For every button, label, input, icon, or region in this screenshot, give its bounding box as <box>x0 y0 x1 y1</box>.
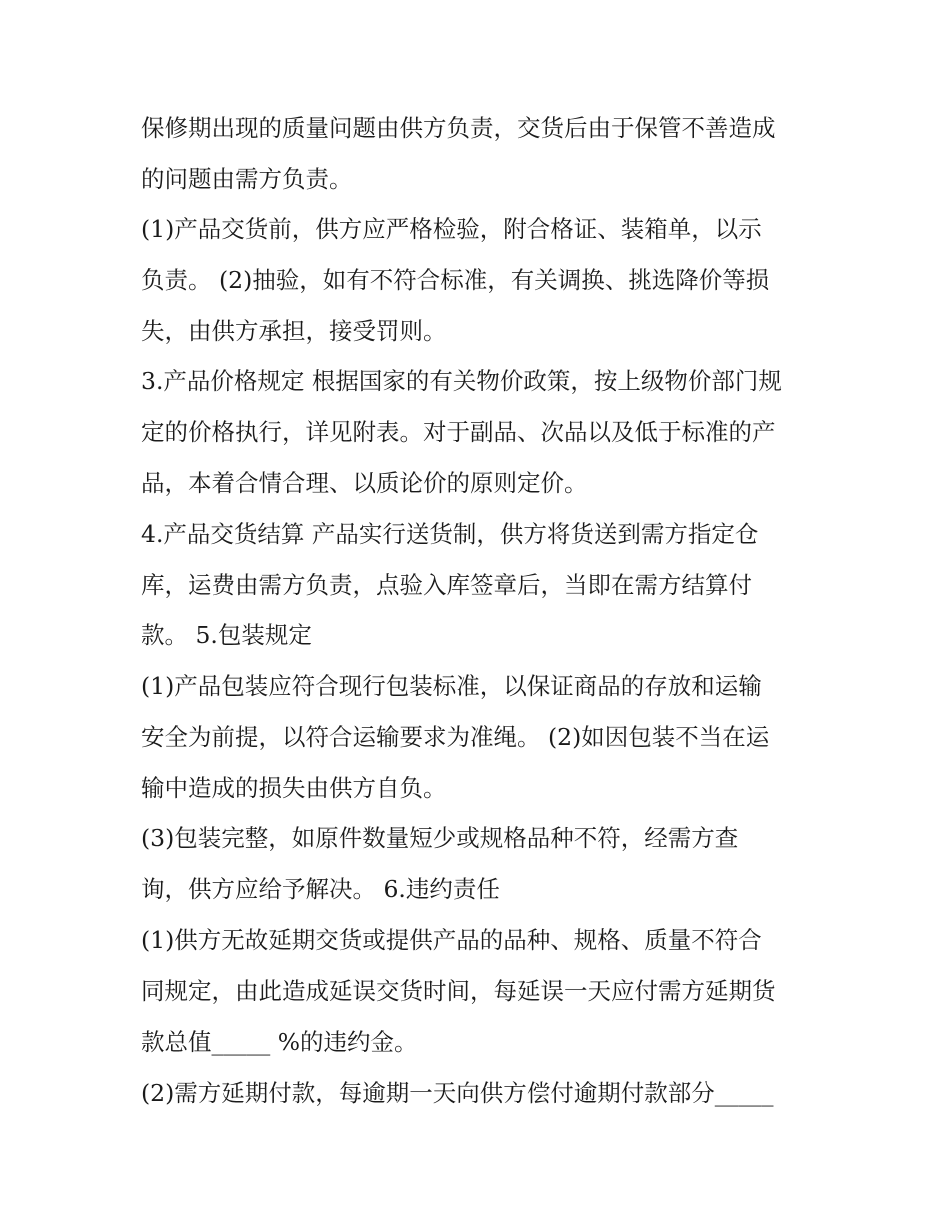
text-line-20: (2)需方延期付款，每逾期一天向供方偿付逾期付款部分_____ <box>141 1079 774 1107</box>
text-line-16: 询，供方应给予解决。 6.违约责任 <box>141 875 500 903</box>
text-line-8: 品，本着合情合理、以质论价的原则定价。 <box>141 469 588 497</box>
text-line-17: (1)供方无故延期交货或提供产品的品种、规格、质量不符合 <box>141 926 762 954</box>
text-line-14: 输中造成的损失由供方自负。 <box>141 774 447 802</box>
text-line-11: 款。 5.包装规定 <box>141 621 312 649</box>
text-line-12: (1)产品包装应符合现行包装标准，以保证商品的存放和运输 <box>141 672 762 700</box>
text-line-15: (3)包装完整，如原件数量短少或规格品种不符，经需方查 <box>141 824 739 852</box>
text-line-5: 失，由供方承担，接受罚则。 <box>141 317 447 345</box>
text-line-7: 定的价格执行，详见附表。对于副品、次品以及低于标准的产 <box>141 418 776 446</box>
text-line-2: 的问题由需方负责。 <box>141 165 353 193</box>
text-line-6: 3.产品价格规定 根据国家的有关物价政策，按上级物价部门规 <box>141 367 782 395</box>
text-line-10: 库，运费由需方负责，点验入库签章后，当即在需方结算付 <box>141 571 752 599</box>
text-line-19: 款总值_____ %的违约金。 <box>141 1028 418 1056</box>
text-line-4: 负责。 (2)抽验，如有不符合标准，有关调换、挑选降价等损 <box>141 266 770 294</box>
text-line-3: (1)产品交货前，供方应严格检验，附合格证、装箱单，以示 <box>141 215 762 243</box>
text-line-1: 保修期出现的质量问题由供方负责，交货后由于保管不善造成 <box>141 114 776 142</box>
text-line-13: 安全为前提，以符合运输要求为准绳。 (2)如因包装不当在运 <box>141 723 770 751</box>
text-line-9: 4.产品交货结算 产品实行送货制，供方将货送到需方指定仓 <box>141 520 759 548</box>
text-line-18: 同规定，由此造成延误交货时间，每延误一天应付需方延期货 <box>141 977 776 1005</box>
